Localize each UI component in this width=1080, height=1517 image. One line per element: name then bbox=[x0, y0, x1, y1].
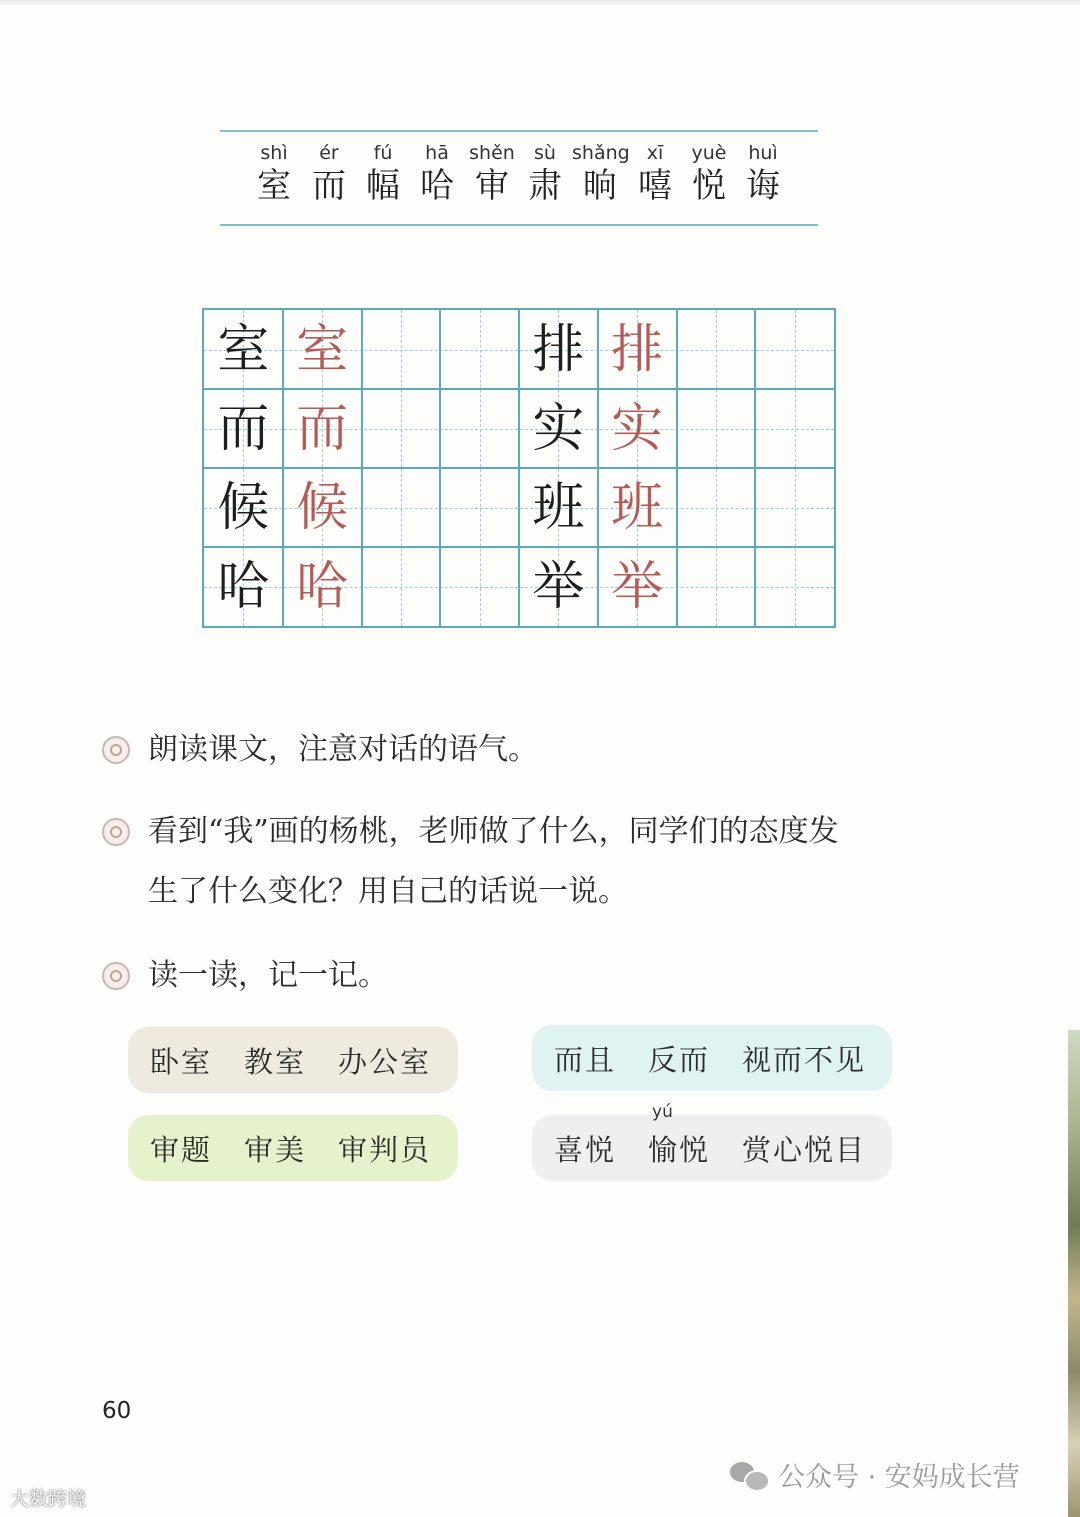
word: 审题 bbox=[150, 1132, 213, 1167]
watermark-right-text: 公众号 · 安妈成长营 bbox=[778, 1462, 1020, 1493]
pinyin-char: ér 而 bbox=[312, 142, 346, 206]
word: 审判员 bbox=[338, 1132, 432, 1167]
tracing-character: 候 bbox=[296, 477, 349, 538]
tracing-character-cell bbox=[283, 310, 362, 389]
model-character-cell bbox=[204, 547, 283, 626]
pinyin-char: huì 诲 bbox=[746, 142, 780, 206]
pinyin-char: shì 室 bbox=[257, 142, 291, 206]
model-character-cell bbox=[204, 310, 283, 389]
tracing-character-cell bbox=[283, 468, 362, 547]
word: 而且 bbox=[554, 1042, 617, 1077]
pinyin-char: shǎng 晌 bbox=[572, 142, 630, 206]
word: 赏心悦目 bbox=[742, 1132, 867, 1167]
model-character-cell bbox=[519, 389, 598, 468]
word: 喜悦 bbox=[554, 1132, 617, 1167]
tracing-character: 实 bbox=[611, 398, 664, 459]
new-characters-strip bbox=[220, 130, 818, 226]
tracing-character: 班 bbox=[611, 477, 664, 538]
model-character: 实 bbox=[532, 398, 585, 459]
word: 办公室 bbox=[338, 1044, 432, 1079]
exercise-text: 看到“我”画的杨桃，老师做了什么，同学们的态度发 bbox=[148, 814, 839, 849]
character-writing-grid bbox=[202, 308, 836, 628]
page-number: 60 bbox=[102, 1398, 132, 1424]
tracing-character-cell bbox=[598, 468, 677, 547]
word-group-box bbox=[532, 1101, 892, 1181]
pinyin-char: sù 肃 bbox=[528, 142, 562, 206]
model-character-cell bbox=[519, 547, 598, 626]
word: yú 愉悦 bbox=[648, 1101, 711, 1167]
word: 反而 bbox=[648, 1042, 711, 1077]
exercise-bullet-icon bbox=[102, 736, 130, 764]
exercise-bullet-icon bbox=[102, 962, 130, 990]
exercise-text: 读一读，记一记。 bbox=[148, 958, 388, 993]
watermark-right bbox=[730, 1455, 1020, 1494]
model-character: 班 bbox=[532, 477, 585, 538]
model-character: 排 bbox=[532, 319, 585, 380]
tracing-character-cell bbox=[283, 547, 362, 626]
model-character: 而 bbox=[217, 398, 270, 459]
tracing-character-cell bbox=[598, 310, 677, 389]
tracing-character-cell bbox=[598, 547, 677, 626]
model-character: 哈 bbox=[217, 556, 270, 617]
word-group-box bbox=[128, 1027, 458, 1093]
tracing-character: 排 bbox=[611, 319, 664, 380]
tracing-character: 哈 bbox=[296, 556, 349, 617]
pinyin-char: shěn 审 bbox=[469, 142, 515, 206]
pinyin-char: xī 嘻 bbox=[638, 142, 672, 206]
word-group-box bbox=[532, 1025, 892, 1091]
model-character-cell bbox=[519, 468, 598, 547]
model-character-cell bbox=[204, 389, 283, 468]
pinyin-char: hā 哈 bbox=[420, 142, 454, 206]
word: 卧室 bbox=[150, 1044, 213, 1079]
page-top-edge bbox=[0, 0, 1080, 6]
word: 教室 bbox=[244, 1044, 307, 1079]
exercise-bullet-icon bbox=[102, 818, 130, 846]
tracing-character-cell bbox=[283, 389, 362, 468]
word: 审美 bbox=[244, 1132, 307, 1167]
model-character-cell bbox=[519, 310, 598, 389]
adjacent-page-photo-edge bbox=[1068, 1030, 1080, 1517]
pinyin-char: fú 幅 bbox=[366, 142, 400, 206]
watermark-left: 大数跨境 bbox=[10, 1488, 87, 1510]
word: 视而不见 bbox=[742, 1042, 867, 1077]
model-character: 举 bbox=[532, 556, 585, 617]
model-character: 室 bbox=[217, 319, 270, 380]
pinyin-char: yuè 悦 bbox=[691, 142, 727, 206]
tracing-character: 室 bbox=[296, 319, 349, 380]
model-character-cell bbox=[204, 468, 283, 547]
tracing-character: 举 bbox=[611, 556, 664, 617]
tracing-character-cell bbox=[598, 389, 677, 468]
exercise-text: 生了什么变化？用自己的话说一说。 bbox=[148, 874, 628, 909]
exercise-text: 朗读课文，注意对话的语气。 bbox=[148, 732, 538, 767]
model-character: 候 bbox=[217, 477, 270, 538]
word-group-box bbox=[128, 1115, 458, 1181]
tracing-character: 而 bbox=[296, 398, 349, 459]
wechat-icon bbox=[730, 1460, 768, 1490]
word-pinyin: yú bbox=[652, 1101, 673, 1122]
